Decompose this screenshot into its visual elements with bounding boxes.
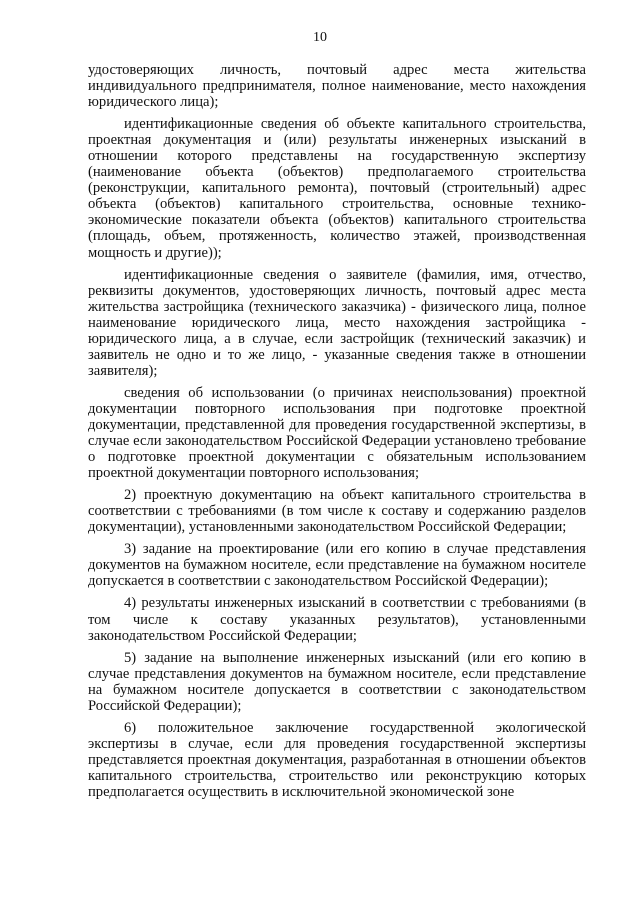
paragraph-item-5-survey-assignment: 5) задание на выполнение инженерных изысканий (или его копию в случае представления документов на бумажном носителе, если представление на бумажном носителе допускается в соответствии с законодательством Российской Федерации); bbox=[88, 649, 586, 714]
paragraph-object-identification: идентификационные сведения об объекте капитального строительства, проектная документация и (или) результаты инженерных изысканий в отношении которого представлены на государственную экспертизу (наименование объекта (объектов) предполагаемого строительства (реконструкции, капитального ремонта), почтовый (строительный) адрес объекта (объектов) капитального строительства, основные технико-экономические показатели объекта (объектов) капитального строительства (площадь, объем, протяженность, количество этажей, производственная мощность и другие)); bbox=[88, 116, 586, 261]
paragraph-item-6-ecological-expertise: 6) положительное заключение государственной экологической экспертизы в случае, если для проведения государственной экспертизы представляется проектная документация, разработанная в отношении объектов капитального строительства, строительство или реконструкцию которых предполагается осуществить в исключительной экономической зоне bbox=[88, 719, 586, 800]
page-number: 10 bbox=[313, 30, 327, 45]
paragraph-item-3-design-assignment: 3) задание на проектирование (или его копию в случае представления документов на бумажном носителе, если представление на бумажном носителе допускается в соответствии с законодательством Российской Федерации); bbox=[88, 541, 586, 590]
paragraph-item-4-engineering-surveys: 4) результаты инженерных изысканий в соответствии с требованиями (в том числе к составу указанных результатов), установленными законодательством Российской Федерации; bbox=[88, 595, 586, 644]
document-body bbox=[88, 62, 586, 800]
paragraph-item-2-project-documentation: 2) проектную документацию на объект капитального строительства в соответствии с требованиями (в том числе к составу и содержанию разделов документации), установленными законодательством Российской Федерации; bbox=[88, 487, 586, 536]
paragraph-applicant-identification: идентификационные сведения о заявителе (фамилия, имя, отчество, реквизиты документов, удостоверяющих личность, почтовый адрес места жительства застройщика (технического заказчика) - физического лица, полное наименование юридического лица, место нахождения застройщика - юридического лица, а в случае, если застройщик (технический заказчик) и заявитель не одно и то же лицо, - указанные сведения также в отношении заявителя); bbox=[88, 266, 586, 379]
paragraph-reuse-documentation: сведения об использовании (о причинах неиспользования) проектной документации повторного использования при подготовке проектной документации, представленной для проведения государственной экспертизы, в случае если законодательством Российской Федерации установлено требование о подготовке проектной документации с обязательным использованием проектной документации повторного использования; bbox=[88, 384, 586, 482]
paragraph-applicant-identity-continuation: удостоверяющих личность, почтовый адрес места жительства индивидуального предпринимателя, полное наименование, место нахождения юридического лица); bbox=[88, 62, 586, 111]
